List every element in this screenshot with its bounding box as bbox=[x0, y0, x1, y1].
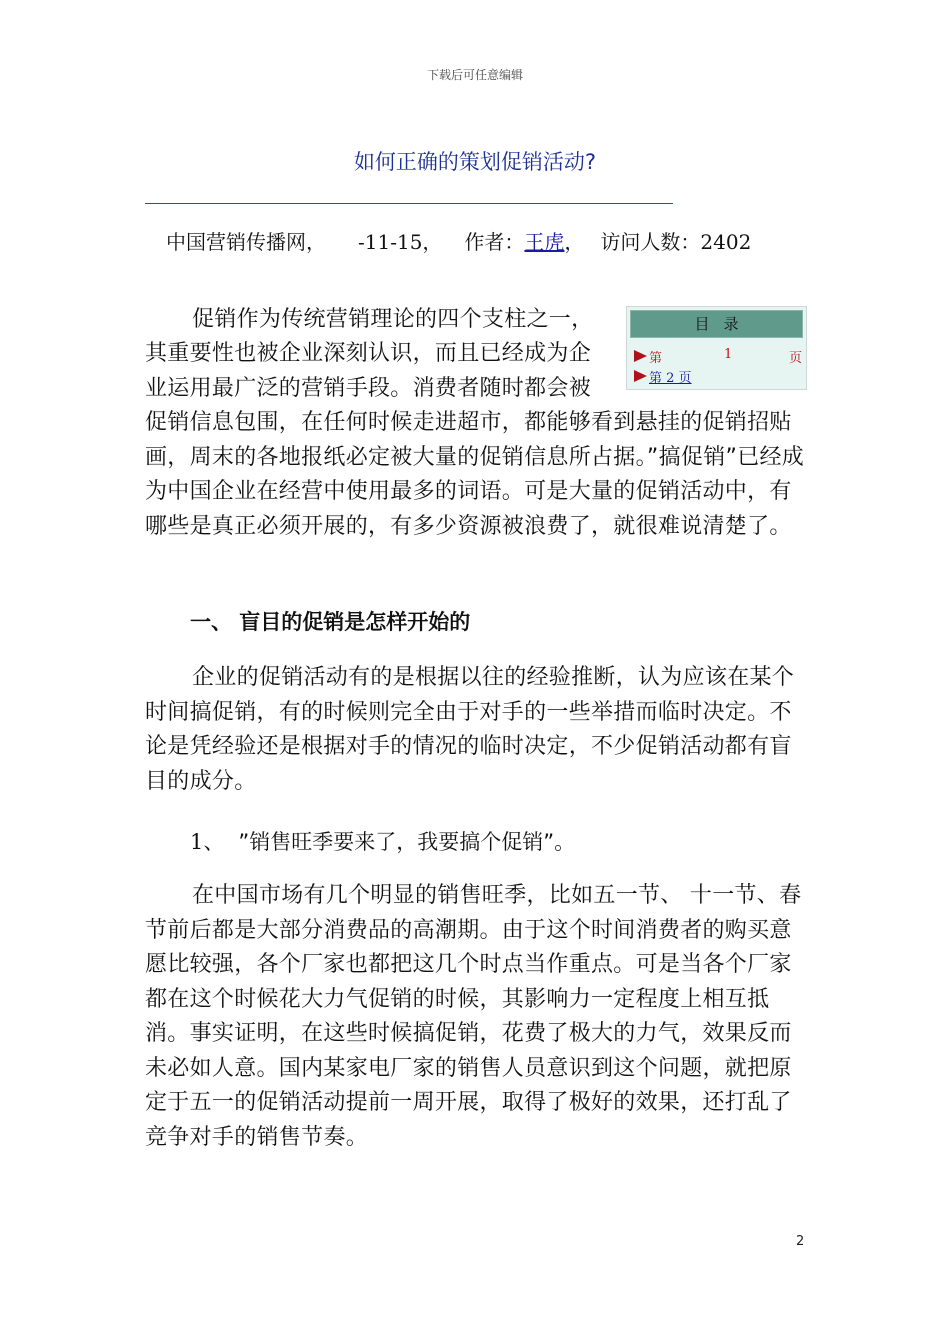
paragraph-3: 在中国市场有几个明显的销售旺季，比如五一节、 十一节、春节前后都是大部分消费品的高潮期。由于这个时间消费者的购买意愿比较强，各个厂家也都把这几个时点当作重点。可是当各个厂家都在这个时候花大力气促销的时候，其影响力一定程度上相互抵消。事实证明，在这些时候搞促销，花费了极大的力气，效果反而未必如人意。国内某家电厂家的销售人员意识到这个问题，就把原定于五一的促销活动提前一周开展，取得了极好的效果，还打乱了竞争对手的销售节奏。 bbox=[145, 883, 802, 1150]
arrow-icon bbox=[634, 350, 647, 362]
subheading-text: ”销售旺季要来了，我要搞个促销”。 bbox=[238, 830, 576, 854]
meta-author-label: 作者： bbox=[464, 230, 525, 254]
paragraph-2: 企业的促销活动有的是根据以往的经验推断，认为应该在某个时间搞促销，有的时候则完全由于对手的一些举措而临时决定。不论是凭经验还是根据对手的情况的临时决定，不少促销活动都有盲目的成分。 bbox=[145, 665, 795, 794]
toc-row-page-1 bbox=[630, 347, 802, 365]
section-heading-1: 一、 盲目的促销是怎样开始的 bbox=[190, 610, 471, 634]
meta-source: 中国营销传播网， bbox=[166, 230, 326, 254]
subheading-number: 1、 bbox=[190, 830, 225, 854]
subheading-1 bbox=[190, 826, 575, 856]
article-title: 如何正确的策划促销活动? bbox=[353, 150, 597, 174]
header-note: 下载后可任意编辑 bbox=[426, 68, 523, 82]
toc-row1-suffix: 页 bbox=[788, 351, 802, 366]
meta-visits: 2402 bbox=[700, 230, 752, 254]
arrow-icon bbox=[634, 370, 647, 382]
title-divider bbox=[145, 203, 673, 204]
meta-date: -11-15， bbox=[358, 230, 443, 254]
toc-box bbox=[626, 306, 807, 390]
meta-author-sep: ， bbox=[564, 230, 585, 254]
paragraph-1-line-1: 促销作为传统营销理论的四个支柱之一， bbox=[192, 307, 594, 332]
toc-page-2-link[interactable]: 第 2 页 bbox=[649, 371, 692, 386]
article-meta bbox=[166, 226, 751, 255]
paragraph-1-rest: 促销信息包围，在任何时候走进超市，都能够看到悬挂的促销招贴画，周末的各地报纸必定被大量的促销信息所占据。”搞促销”已经成为中国企业在经营中使用最多的词语。可是大量的促销活动中，有哪些是真正必须开展的，有多少资源被浪费了，就很难说清楚了。 bbox=[145, 410, 805, 539]
toc-row-page-2 bbox=[630, 367, 802, 385]
meta-visits-label: 访问人数： bbox=[600, 230, 701, 254]
page-number: 2 bbox=[796, 1234, 805, 1249]
toc-heading: 目录 bbox=[630, 310, 803, 338]
toc-row1-number: 1 bbox=[724, 347, 733, 362]
paragraph-1-line-3: 业运用最广泛的营销手段。消费者随时都会被 bbox=[145, 376, 592, 401]
author-link[interactable]: 王虎 bbox=[524, 230, 565, 254]
toc-row1-prefix: 第 bbox=[649, 351, 663, 366]
paragraph-1-line-2: 其重要性也被企业深刻认识，而且已经成为企 bbox=[145, 341, 592, 366]
